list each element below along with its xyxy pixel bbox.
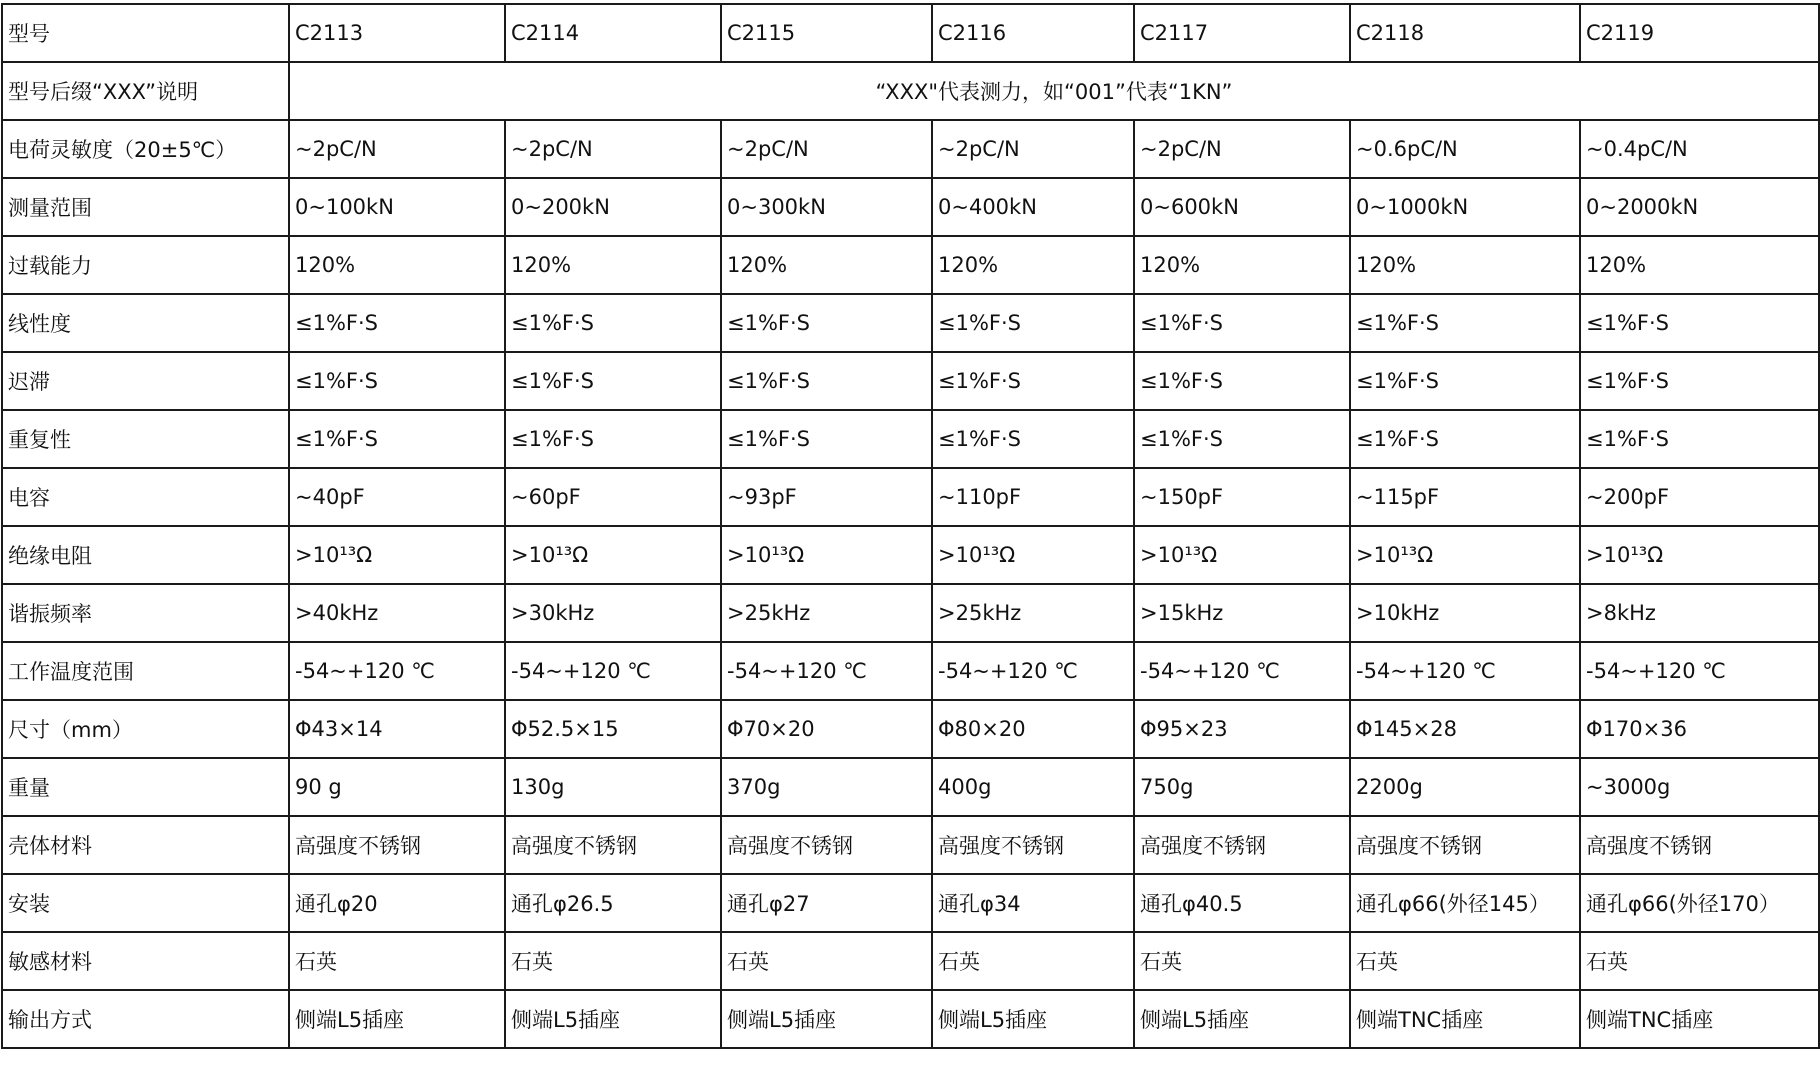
table-cell: 高强度不锈钢 bbox=[1134, 816, 1350, 874]
table-cell: -54~+120 ℃ bbox=[932, 642, 1134, 700]
table-cell: ~2pC/N bbox=[505, 120, 721, 178]
table-cell: 石英 bbox=[1134, 932, 1350, 990]
table-cell: 通孔φ20 bbox=[289, 874, 505, 932]
header-label: 型号 bbox=[2, 4, 289, 62]
table-cell: >10¹³Ω bbox=[1134, 526, 1350, 584]
table-cell: ≤1%F·S bbox=[1580, 410, 1819, 468]
row-label: 输出方式 bbox=[2, 990, 289, 1048]
table-cell: 90 g bbox=[289, 758, 505, 816]
table-cell: 120% bbox=[721, 236, 932, 294]
table-cell: ~200pF bbox=[1580, 468, 1819, 526]
table-cell: Φ145×28 bbox=[1350, 700, 1580, 758]
row-label: 安装 bbox=[2, 874, 289, 932]
table-cell: ≤1%F·S bbox=[721, 294, 932, 352]
table-cell: >10¹³Ω bbox=[289, 526, 505, 584]
table-cell: ≤1%F·S bbox=[289, 352, 505, 410]
table-cell: 通孔φ34 bbox=[932, 874, 1134, 932]
table-cell: 0~100kN bbox=[289, 178, 505, 236]
suffix-description: “XXX"代表测力，如“001”代表“1KN” bbox=[289, 62, 1819, 120]
header-row bbox=[2, 4, 1819, 62]
table-row bbox=[2, 468, 1819, 526]
table-cell: 0~2000kN bbox=[1580, 178, 1819, 236]
table-row bbox=[2, 178, 1819, 236]
table-cell: ≤1%F·S bbox=[1580, 294, 1819, 352]
table-cell: 侧端TNC插座 bbox=[1580, 990, 1819, 1048]
table-cell: >10kHz bbox=[1350, 584, 1580, 642]
row-label: 测量范围 bbox=[2, 178, 289, 236]
table-cell: ~115pF bbox=[1350, 468, 1580, 526]
table-cell: ≤1%F·S bbox=[505, 410, 721, 468]
table-cell: >10¹³Ω bbox=[721, 526, 932, 584]
table-cell: 120% bbox=[505, 236, 721, 294]
table-row bbox=[2, 758, 1819, 816]
table-row bbox=[2, 700, 1819, 758]
table-cell: ≤1%F·S bbox=[932, 352, 1134, 410]
table-cell: 750g bbox=[1134, 758, 1350, 816]
table-cell: >40kHz bbox=[289, 584, 505, 642]
table-cell: Φ95×23 bbox=[1134, 700, 1350, 758]
table-cell: 侧端L5插座 bbox=[721, 990, 932, 1048]
model-c2117: C2117 bbox=[1134, 4, 1350, 62]
table-cell: -54~+120 ℃ bbox=[721, 642, 932, 700]
table-row bbox=[2, 120, 1819, 178]
table-cell: >10¹³Ω bbox=[932, 526, 1134, 584]
table-cell: -54~+120 ℃ bbox=[1350, 642, 1580, 700]
row-label: 电荷灵敏度（20±5℃） bbox=[2, 120, 289, 178]
table-cell: 120% bbox=[932, 236, 1134, 294]
model-c2115: C2115 bbox=[721, 4, 932, 62]
table-cell: 通孔φ27 bbox=[721, 874, 932, 932]
table-cell: 高强度不锈钢 bbox=[505, 816, 721, 874]
table-cell: >30kHz bbox=[505, 584, 721, 642]
table-cell: ~93pF bbox=[721, 468, 932, 526]
table-cell: ≤1%F·S bbox=[1350, 410, 1580, 468]
table-cell: Φ170×36 bbox=[1580, 700, 1819, 758]
table-cell: >10¹³Ω bbox=[505, 526, 721, 584]
table-cell: -54~+120 ℃ bbox=[289, 642, 505, 700]
table-cell: ~3000g bbox=[1580, 758, 1819, 816]
table-cell: >8kHz bbox=[1580, 584, 1819, 642]
table-cell: >10¹³Ω bbox=[1580, 526, 1819, 584]
table-cell: >15kHz bbox=[1134, 584, 1350, 642]
table-cell: 400g bbox=[932, 758, 1134, 816]
table-cell: 高强度不锈钢 bbox=[1350, 816, 1580, 874]
table-cell: ≤1%F·S bbox=[1350, 352, 1580, 410]
row-label: 尺寸（mm） bbox=[2, 700, 289, 758]
table-cell: ~0.6pC/N bbox=[1350, 120, 1580, 178]
table-cell: ~60pF bbox=[505, 468, 721, 526]
table-cell: ~40pF bbox=[289, 468, 505, 526]
table-cell: 0~200kN bbox=[505, 178, 721, 236]
model-c2113: C2113 bbox=[289, 4, 505, 62]
table-cell: Φ80×20 bbox=[932, 700, 1134, 758]
table-cell: 石英 bbox=[721, 932, 932, 990]
table-cell: Φ43×14 bbox=[289, 700, 505, 758]
table-cell: 高强度不锈钢 bbox=[932, 816, 1134, 874]
table-cell: 通孔φ66(外径145） bbox=[1350, 874, 1580, 932]
table-cell: ~2pC/N bbox=[289, 120, 505, 178]
table-cell: 0~600kN bbox=[1134, 178, 1350, 236]
row-label: 重复性 bbox=[2, 410, 289, 468]
table-cell: ~2pC/N bbox=[721, 120, 932, 178]
table-cell: 石英 bbox=[1350, 932, 1580, 990]
table-row bbox=[2, 874, 1819, 932]
table-cell: 370g bbox=[721, 758, 932, 816]
table-cell: ≤1%F·S bbox=[1350, 294, 1580, 352]
table-cell: ≤1%F·S bbox=[721, 352, 932, 410]
table-row bbox=[2, 526, 1819, 584]
table-row bbox=[2, 294, 1819, 352]
table-cell: 120% bbox=[289, 236, 505, 294]
table-cell: ~0.4pC/N bbox=[1580, 120, 1819, 178]
table-cell: 0~300kN bbox=[721, 178, 932, 236]
table-cell: ≤1%F·S bbox=[1134, 294, 1350, 352]
row-label: 线性度 bbox=[2, 294, 289, 352]
table-cell: 120% bbox=[1350, 236, 1580, 294]
table-cell: ≤1%F·S bbox=[932, 294, 1134, 352]
table-cell: 侧端L5插座 bbox=[932, 990, 1134, 1048]
table-cell: ~110pF bbox=[932, 468, 1134, 526]
table-cell: ≤1%F·S bbox=[1134, 352, 1350, 410]
table-cell: ~150pF bbox=[1134, 468, 1350, 526]
table-row bbox=[2, 410, 1819, 468]
table-cell: ≤1%F·S bbox=[505, 294, 721, 352]
table-cell: 石英 bbox=[932, 932, 1134, 990]
table-cell: ≤1%F·S bbox=[932, 410, 1134, 468]
table-cell: 高强度不锈钢 bbox=[1580, 816, 1819, 874]
table-cell: 通孔φ26.5 bbox=[505, 874, 721, 932]
model-c2119: C2119 bbox=[1580, 4, 1819, 62]
table-cell: >25kHz bbox=[721, 584, 932, 642]
table-cell: 侧端L5插座 bbox=[289, 990, 505, 1048]
suffix-row bbox=[2, 62, 1819, 120]
table-cell: 侧端L5插座 bbox=[505, 990, 721, 1048]
table-cell: 130g bbox=[505, 758, 721, 816]
table-cell: >10¹³Ω bbox=[1350, 526, 1580, 584]
table-cell: Φ52.5×15 bbox=[505, 700, 721, 758]
table-cell: 通孔φ40.5 bbox=[1134, 874, 1350, 932]
table-cell: Φ70×20 bbox=[721, 700, 932, 758]
table-cell: 石英 bbox=[505, 932, 721, 990]
table-cell: 侧端L5插座 bbox=[1134, 990, 1350, 1048]
table-cell: ≤1%F·S bbox=[721, 410, 932, 468]
model-c2116: C2116 bbox=[932, 4, 1134, 62]
row-label: 壳体材料 bbox=[2, 816, 289, 874]
table-cell: ≤1%F·S bbox=[1580, 352, 1819, 410]
row-label: 工作温度范围 bbox=[2, 642, 289, 700]
table-cell: 石英 bbox=[289, 932, 505, 990]
model-c2118: C2118 bbox=[1350, 4, 1580, 62]
row-label: 敏感材料 bbox=[2, 932, 289, 990]
suffix-label: 型号后缀“XXX”说明 bbox=[2, 62, 289, 120]
row-label: 重量 bbox=[2, 758, 289, 816]
table-row bbox=[2, 816, 1819, 874]
table-cell: 2200g bbox=[1350, 758, 1580, 816]
table-cell: 石英 bbox=[1580, 932, 1819, 990]
table-cell: ~2pC/N bbox=[932, 120, 1134, 178]
table-cell: 侧端TNC插座 bbox=[1350, 990, 1580, 1048]
table-cell: 高强度不锈钢 bbox=[721, 816, 932, 874]
table-cell: 0~400kN bbox=[932, 178, 1134, 236]
table-row bbox=[2, 642, 1819, 700]
table-cell: -54~+120 ℃ bbox=[1134, 642, 1350, 700]
table-row bbox=[2, 236, 1819, 294]
table-cell: 120% bbox=[1134, 236, 1350, 294]
row-label: 迟滞 bbox=[2, 352, 289, 410]
table-cell: ~2pC/N bbox=[1134, 120, 1350, 178]
table-cell: 120% bbox=[1580, 236, 1819, 294]
table-cell: -54~+120 ℃ bbox=[505, 642, 721, 700]
row-label: 绝缘电阻 bbox=[2, 526, 289, 584]
table-cell: 通孔φ66(外径170） bbox=[1580, 874, 1819, 932]
table-cell: ≤1%F·S bbox=[1134, 410, 1350, 468]
row-label: 谐振频率 bbox=[2, 584, 289, 642]
table-cell: ≤1%F·S bbox=[289, 294, 505, 352]
model-c2114: C2114 bbox=[505, 4, 721, 62]
table-row bbox=[2, 990, 1819, 1048]
row-label: 电容 bbox=[2, 468, 289, 526]
table-cell: -54~+120 ℃ bbox=[1580, 642, 1819, 700]
table-cell: 高强度不锈钢 bbox=[289, 816, 505, 874]
table-row bbox=[2, 584, 1819, 642]
row-label: 过载能力 bbox=[2, 236, 289, 294]
table-cell: ≤1%F·S bbox=[289, 410, 505, 468]
table-cell: >25kHz bbox=[932, 584, 1134, 642]
table-row bbox=[2, 932, 1819, 990]
table-row bbox=[2, 352, 1819, 410]
table-cell: ≤1%F·S bbox=[505, 352, 721, 410]
table-cell: 0~1000kN bbox=[1350, 178, 1580, 236]
spec-table bbox=[1, 3, 1820, 1049]
